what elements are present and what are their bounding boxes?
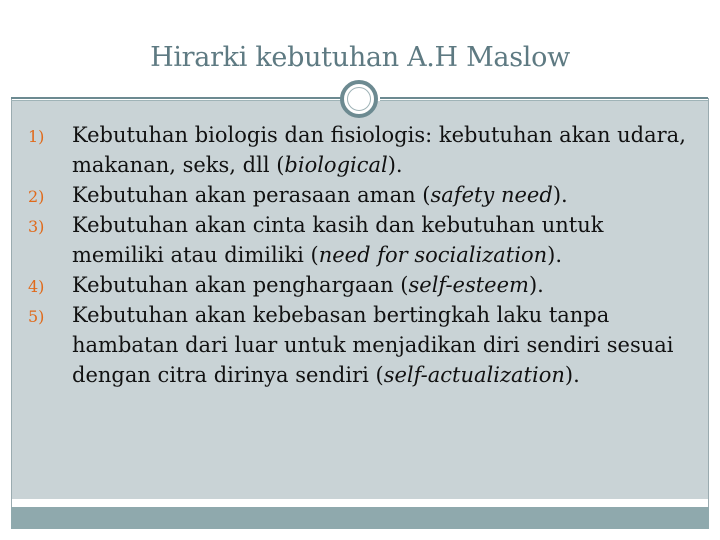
list-text-emphasis: self-actualization (383, 363, 565, 387)
bottom-bar (11, 507, 709, 529)
list-text-before: Kebutuhan akan cinta kasih dan kebutuhan untuk memiliki atau dimiliki ( (72, 213, 604, 267)
list-text-after: ). (528, 273, 544, 297)
list-text-emphasis: safety need (430, 183, 553, 207)
list-item (28, 270, 688, 300)
list-text (72, 123, 686, 177)
list-text-emphasis: need for socialization (318, 243, 548, 267)
list-text (72, 273, 544, 297)
list-text-emphasis: biological (284, 153, 388, 177)
title-divider-thin-left (11, 100, 341, 101)
slide-title: Hirarki kebutuhan A.H Maslow (150, 42, 570, 73)
title-divider-right (380, 97, 708, 99)
list-text (72, 183, 568, 207)
list-item (28, 300, 688, 390)
list-item (28, 180, 688, 210)
maslow-list (28, 120, 688, 390)
list-text-after: ). (547, 243, 562, 267)
list-text-after: ). (387, 153, 403, 177)
list-text-after: ). (564, 363, 580, 387)
list-number: 5) (28, 307, 45, 326)
title-divider-left (11, 97, 341, 99)
list-text-before: Kebutuhan akan penghargaan ( (72, 273, 409, 297)
list-number: 4) (28, 277, 45, 296)
list-text-before: Kebutuhan akan perasaan aman ( (72, 183, 431, 207)
list-text (72, 213, 604, 267)
list-item (28, 120, 688, 180)
list-text-before: Kebutuhan akan kebebasan bertingkah laku tanpa hambatan dari luar untuk menjadikan diri sendiri sesuai dengan citra dirinya sendiri ( (72, 303, 674, 387)
list-item (28, 210, 688, 270)
title-divider-thin-right (380, 100, 708, 101)
list-text-after: ). (552, 183, 568, 207)
list-text-before: Kebutuhan biologis dan fisiologis: kebutuhan akan udara, makanan, seks, dll ( (72, 123, 686, 177)
list-text (72, 303, 674, 387)
circle-ornament-icon (340, 80, 378, 118)
list-number: 1) (28, 127, 45, 146)
list-number: 2) (28, 187, 45, 206)
list-text-emphasis: self-esteem (408, 273, 529, 297)
list-number: 3) (28, 217, 45, 236)
